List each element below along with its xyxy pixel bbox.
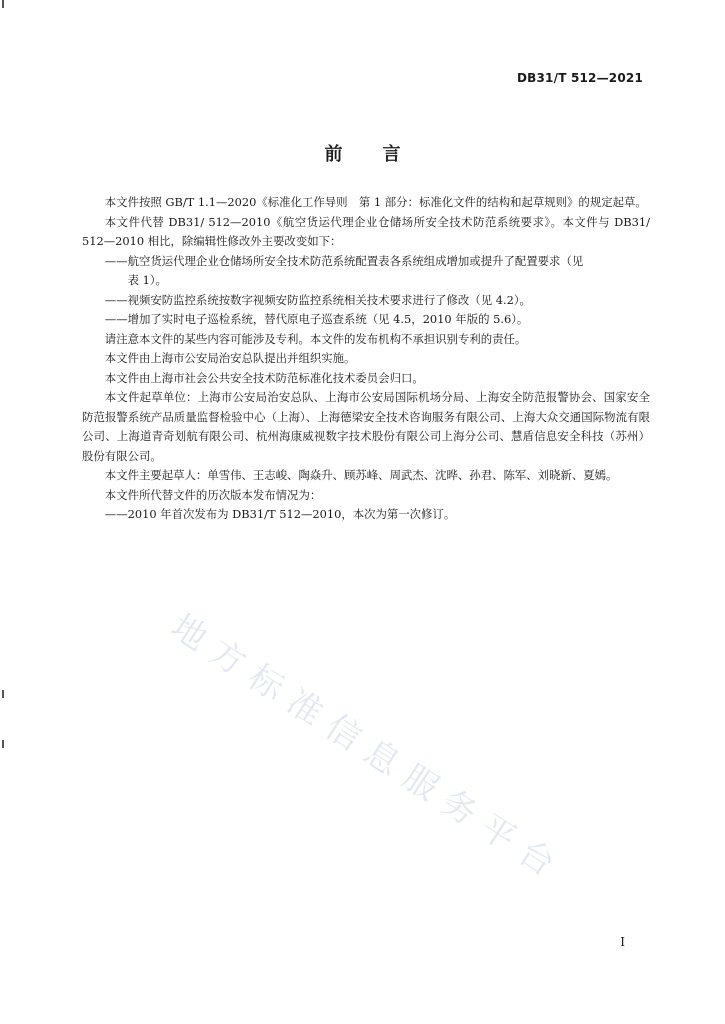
document-code: DB31/T 512—2021 (517, 71, 643, 85)
change-item-3: ——增加了实时电子巡检系统，替代原电子巡查系统（见 4.5，2010 年版的 5.6）。 (104, 312, 529, 326)
change-item-1-cont: 表 1）。 (127, 273, 167, 287)
scan-mark (2, 740, 4, 748)
scan-mark (2, 0, 4, 8)
change-item-2: ——视频安防监控系统按数字视频安防监控系统相关技术要求进行了修改（见 4.2）。 (104, 292, 531, 307)
paragraph-committee: 本文件由上海市社会公共安全技术防范标准化技术委员会归口。 (104, 370, 424, 385)
watermark: 地方标准信息服务平台 (163, 606, 572, 891)
paragraph-drafters: 本文件主要起草人：单雪伟、王志峻、陶焱升、顾苏峰、周武杰、沈晔、孙君、陈军、刘晓新、夏嫣。 (104, 468, 618, 482)
paragraph-drafting-units: 本文件起草单位：上海市公安局治安总队、上海市公安局国际机场分局、上海安全防范报警协会、国家安全防范报警系统产品质量监督检验中心（上海）、上海德梁安全技术咨询服务有限公司、上海大众交通国际物流有限公司、上海道青奇划航有限公司、杭州海康威视数字技术股份有限公司上海分公司、慧盾信息安全科技（苏州）股份有限公司。 (82, 390, 650, 463)
page-title: 前言 (324, 144, 441, 165)
paragraph-history-intro: 本文件所代替文件的历次版本发布情况为： (104, 487, 322, 502)
paragraph-proposer: 本文件由上海市公安局治安总队提出并组织实施。 (104, 351, 356, 365)
change-item-1-text: ——航空货运代理企业仓储场所安全技术防范系统配置表各系统组成增加或提升了配置要求（见 (104, 253, 584, 268)
paragraph-patent: 请注意本文件的某些内容可能涉及专利。本文件的发布机构不承担识别专利的责任。 (104, 331, 527, 346)
change-item-1 (82, 252, 650, 291)
page-number: I (620, 935, 625, 949)
history-item: ——2010 年首次发布为 DB31/T 512—2010，本次为第一次修订。 (104, 507, 456, 521)
foreword-body (82, 193, 650, 525)
paragraph-drafting-rules: 本文件按照 GB/T 1.1—2020《标准化工作导则 第 1 部分：标准化文件的结构和起草规则》的规定起草。 (104, 195, 647, 209)
scan-mark (2, 690, 4, 698)
paragraph-replacement: 本文件代替 DB31/ 512—2010《航空货运代理企业仓储场所安全技术防范系统要求》。本文件与 DB31/ 512—2010 相比，除编辑性修改外主要改变如下： (82, 214, 650, 248)
